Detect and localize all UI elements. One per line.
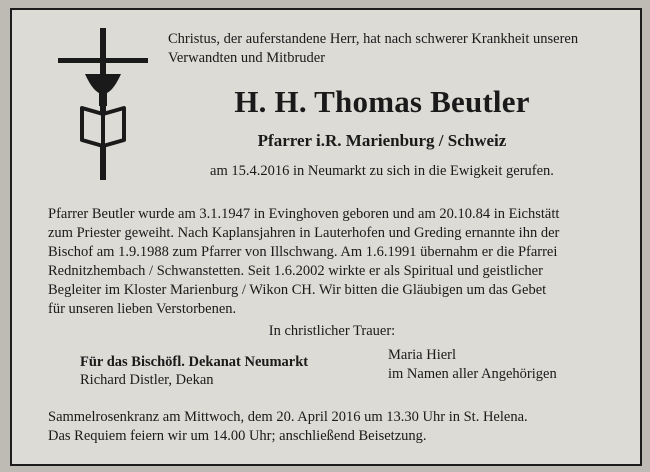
signature-org: Für das Bischöfl. Dekanat Neumarkt: [80, 354, 309, 370]
intro-text: Christus, der auferstandene Herr, hat nach schwerer Krankheit unseren Verwandten und Mitbruder: [168, 31, 579, 66]
signature-person: Richard Distler, Dekan: [80, 372, 214, 388]
cross-chalice-book-icon: [58, 28, 148, 180]
bio-line: Rednitzhembach / Schwanstetten. Seit 1.6.2002 wirkte er als Spiritual und geistlicher: [48, 263, 543, 279]
deceased-name: H. H. Thomas Beutler: [234, 84, 530, 119]
deceased-role: Pfarrer i.R. Marienburg / Schweiz: [257, 131, 507, 150]
death-statement: am 15.4.2016 in Neumarkt zu sich in die Ewigkeit gerufen.: [210, 163, 554, 179]
bio-line: Bischof am 1.9.1988 zum Pfarrer von Illschwang. Am 1.6.1991 übernahm er die Pfarrei: [48, 244, 558, 260]
bio-line: zum Priester geweiht. Nach Kaplansjahren in Lauterhofen und Greding ernannte ihn der: [48, 225, 560, 241]
biography: [48, 205, 640, 319]
signature-person: Maria Hierl: [388, 347, 457, 363]
bio-line: Pfarrer Beutler wurde am 3.1.1947 in Evinghoven geboren und am 20.10.84 in Eichstätt: [48, 206, 560, 222]
bio-line: Begleiter im Kloster Marienburg / Wikon CH. Wir bitten die Gläubigen um das Gebet: [48, 282, 547, 298]
signature-note: im Namen aller Angehörigen: [388, 366, 557, 382]
service-info: [48, 408, 628, 446]
signature-deanery: [80, 353, 308, 389]
obituary-notice: [10, 8, 642, 466]
signature-family: [388, 346, 557, 384]
service-line: Das Requiem feiern wir um 14.00 Uhr; anschließend Beisetzung.: [48, 428, 427, 444]
mourning-heading: In christlicher Trauer:: [268, 323, 396, 339]
service-line: Sammelrosenkranz am Mittwoch, dem 20. April 2016 um 13.30 Uhr in St. Helena.: [48, 409, 528, 425]
bio-line: für unseren lieben Verstorbenen.: [48, 301, 237, 317]
